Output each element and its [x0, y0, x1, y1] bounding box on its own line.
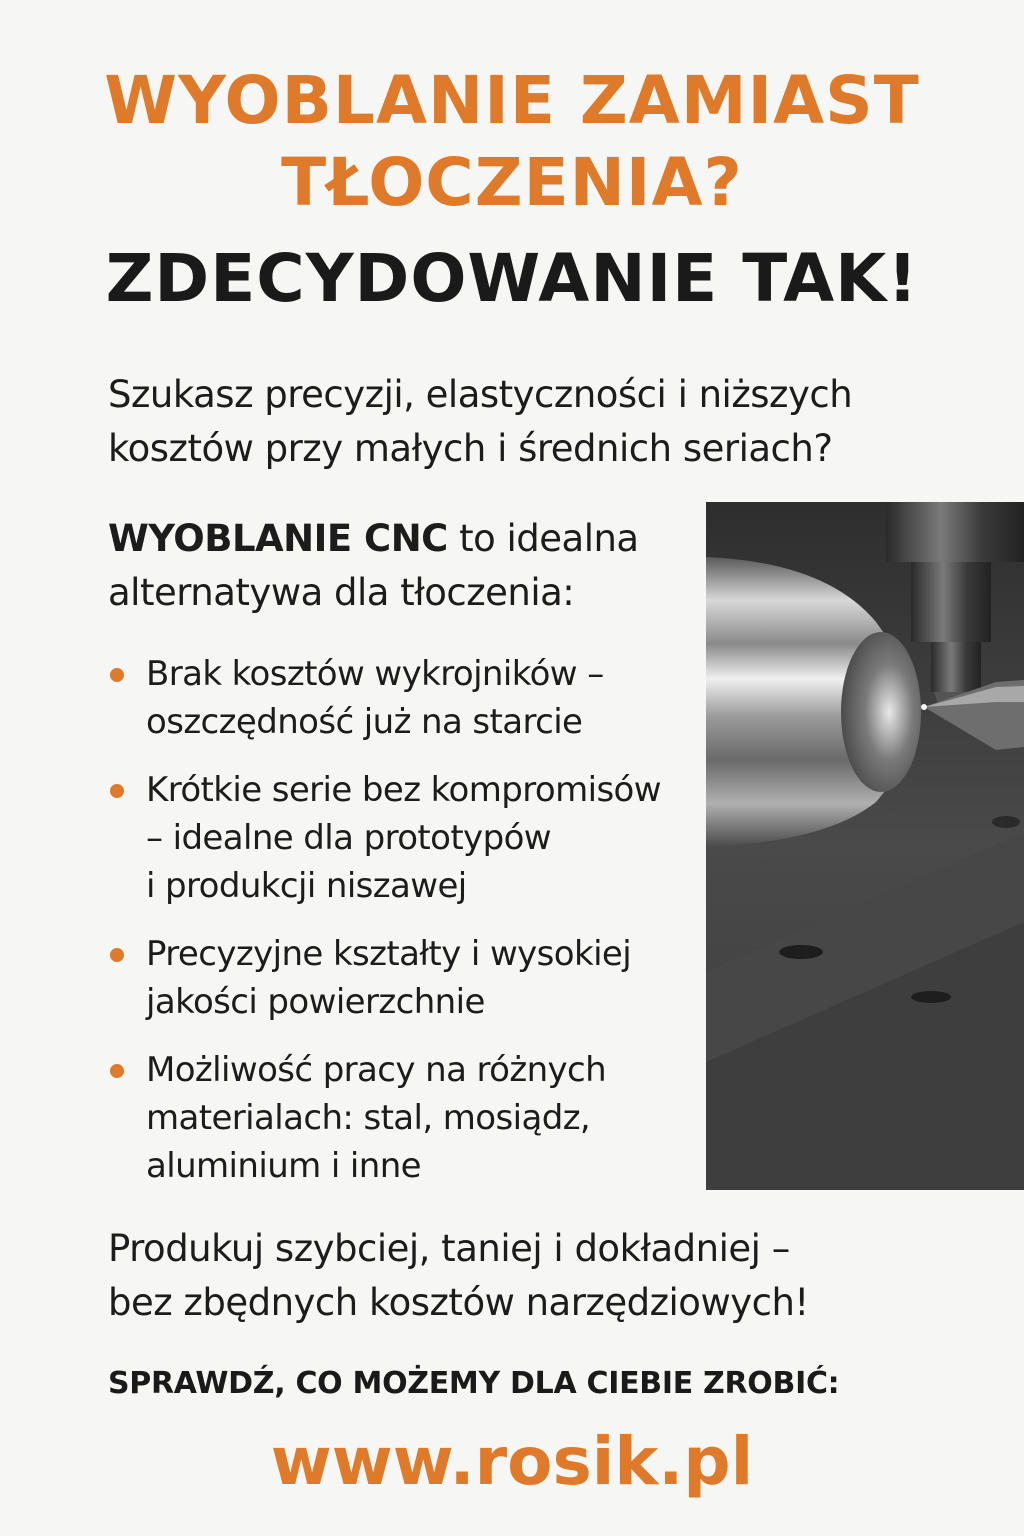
benefits-list	[108, 650, 698, 1210]
bullet-text-line: jakości powierzchnie	[146, 982, 485, 1022]
lead-line-2: alternatywa dla tłoczenia:	[108, 571, 575, 614]
bullet-text-line: Możliwość pracy na różnych	[146, 1050, 607, 1090]
list-item	[108, 766, 698, 910]
cnc-machine-image	[706, 502, 1024, 1190]
intro-line-1: Szukasz precyzji, elastyczności i niższych	[108, 373, 853, 416]
bullet-dot-icon	[110, 948, 124, 962]
bullet-text-line: aluminium i inne	[146, 1146, 421, 1186]
bullet-text-line: materialach: stal, mosiądz,	[146, 1098, 591, 1138]
bullet-text-line: – idealne dla prototypów	[146, 818, 551, 858]
list-item	[108, 1046, 698, 1190]
intro-line-2: kosztów przy małych i średnich seriach?	[108, 427, 833, 470]
call-to-action: SPRAWDŹ, CO MOŻEMY DLA CIEBIE ZROBIĆ:	[108, 1366, 840, 1401]
bullet-text-line: oszczędność już na starcie	[146, 702, 583, 742]
bullet-dot-icon	[110, 784, 124, 798]
headline-line-2: TŁOCZENIA?	[281, 144, 743, 221]
bullet-dot-icon	[110, 668, 124, 682]
lead-rest: to idealna	[447, 517, 639, 560]
bullet-text-line: Krótkie serie bez kompromisów	[146, 770, 661, 810]
intro-question	[108, 368, 928, 476]
cnc-spinning-photo	[706, 502, 1024, 1190]
closing-line-1: Produkuj szybciej, taniej i dokładniej –	[108, 1227, 790, 1270]
list-item	[108, 650, 698, 746]
lead-bold-term: WYOBLANIE CNC	[108, 517, 448, 560]
headline-answer: ZDECYDOWANIE TAK!	[105, 240, 919, 317]
headline-line-1: WYOBLANIE ZAMIAST	[104, 62, 920, 139]
website-link[interactable]: www.rosik.pl	[270, 1423, 754, 1500]
closing-statement	[108, 1222, 948, 1330]
bullet-text-line: Precyzyjne kształty i wysokiej	[146, 934, 632, 974]
lead-line-1	[108, 512, 698, 566]
bullet-text-line: Brak kosztów wykrojników –	[146, 654, 604, 694]
bullet-text-line: i produkcji niszawej	[146, 866, 467, 906]
list-item	[108, 930, 698, 1026]
closing-line-2: bez zbędnych kosztów narzędziowych!	[108, 1281, 809, 1324]
lead-paragraph	[108, 512, 698, 620]
bullet-dot-icon	[110, 1064, 124, 1078]
